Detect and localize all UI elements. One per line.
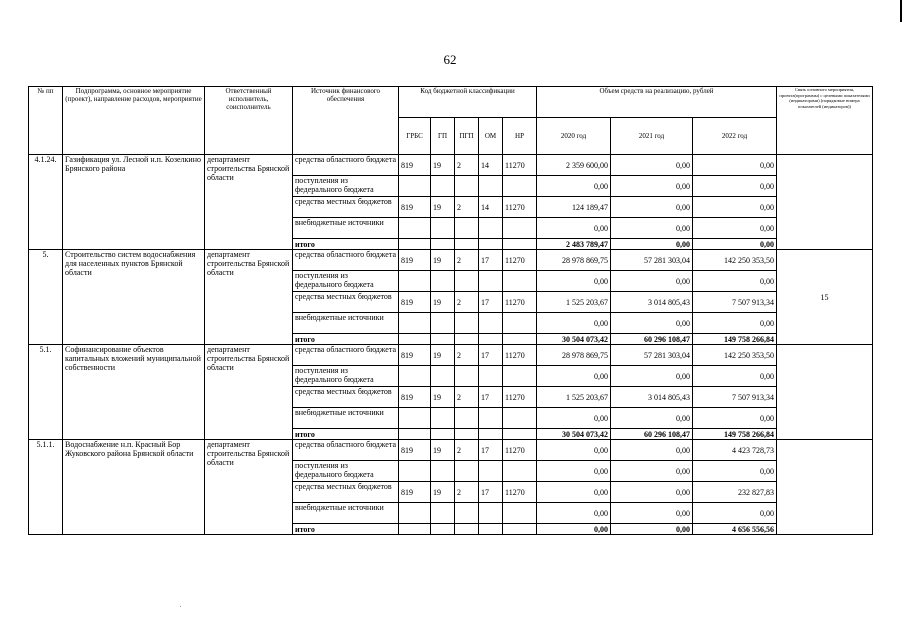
code-nr — [503, 503, 537, 524]
code-om — [479, 176, 503, 197]
code-nr — [503, 176, 537, 197]
amount-y2022: 0,00 — [693, 176, 777, 197]
item-responsible: департамент строительства Брянской области — [205, 345, 293, 440]
code-gp: 19 — [431, 440, 455, 461]
code-grbs: 819 — [399, 387, 431, 408]
source-label: поступления из федерального бюджета — [293, 176, 399, 197]
header-code-nr: НР — [503, 118, 537, 155]
code-grbs: 819 — [399, 155, 431, 176]
source-label: средства областного бюджета — [293, 345, 399, 366]
code-nr: 11270 — [503, 292, 537, 313]
amount-y2020: 0,00 — [537, 176, 611, 197]
code-grbs — [399, 524, 431, 535]
code-nr: 11270 — [503, 250, 537, 271]
amount-y2021: 60 296 108,47 — [611, 429, 693, 440]
code-gp: 19 — [431, 345, 455, 366]
header-code-om: ОМ — [479, 118, 503, 155]
code-pgp — [455, 176, 479, 197]
source-label: итого — [293, 429, 399, 440]
source-label: поступления из федерального бюджета — [293, 461, 399, 482]
amount-y2021: 0,00 — [611, 524, 693, 535]
amount-y2020: 0,00 — [537, 440, 611, 461]
code-om — [479, 524, 503, 535]
code-pgp: 2 — [455, 292, 479, 313]
amount-y2021: 0,00 — [611, 366, 693, 387]
code-nr — [503, 461, 537, 482]
amount-y2021: 0,00 — [611, 408, 693, 429]
amount-y2021: 0,00 — [611, 197, 693, 218]
code-nr — [503, 524, 537, 535]
amount-y2021: 3 014 805,43 — [611, 292, 693, 313]
amount-y2020: 1 525 203,67 — [537, 387, 611, 408]
table-row — [29, 440, 873, 461]
header-code-pgp: ПГП — [455, 118, 479, 155]
code-pgp: 2 — [455, 250, 479, 271]
code-gp: 19 — [431, 387, 455, 408]
amount-y2021: 0,00 — [611, 482, 693, 503]
code-grbs: 819 — [399, 440, 431, 461]
code-gp — [431, 334, 455, 345]
code-pgp — [455, 313, 479, 334]
table-row — [29, 155, 873, 176]
code-nr — [503, 408, 537, 429]
amount-y2022: 0,00 — [693, 197, 777, 218]
code-pgp — [455, 503, 479, 524]
code-nr — [503, 366, 537, 387]
table-row — [29, 250, 873, 271]
code-grbs: 819 — [399, 345, 431, 366]
header-responsible: Ответственный исполнитель, соисполнитель — [205, 87, 293, 155]
code-om — [479, 461, 503, 482]
amount-y2022: 7 507 913,34 — [693, 387, 777, 408]
code-pgp — [455, 218, 479, 239]
code-pgp: 2 — [455, 155, 479, 176]
code-gp — [431, 461, 455, 482]
amount-y2022: 0,00 — [693, 218, 777, 239]
amount-y2022: 0,00 — [693, 503, 777, 524]
amount-y2022: 4 423 728,73 — [693, 440, 777, 461]
item-name: Газификация ул. Лесной н.п. Козелкино Брянского района — [63, 155, 205, 250]
source-label: внебюджетные источники — [293, 218, 399, 239]
amount-y2020: 0,00 — [537, 366, 611, 387]
amount-y2022: 142 250 353,50 — [693, 345, 777, 366]
amount-y2022: 232 827,83 — [693, 482, 777, 503]
code-nr — [503, 239, 537, 250]
source-label: средства местных бюджетов — [293, 387, 399, 408]
item-indicator: 15 — [777, 250, 873, 345]
amount-y2021: 0,00 — [611, 239, 693, 250]
amount-y2020: 0,00 — [537, 313, 611, 334]
amount-y2020: 2 483 789,47 — [537, 239, 611, 250]
header-year-2022: 2022 год — [693, 118, 777, 155]
code-pgp — [455, 408, 479, 429]
item-name: Водоснабжение н.п. Красный Бор Жуковского района Брянской области — [63, 440, 205, 535]
item-number: 5.1. — [29, 345, 63, 440]
code-gp: 19 — [431, 197, 455, 218]
source-label: внебюджетные источники — [293, 408, 399, 429]
code-om — [479, 429, 503, 440]
code-nr — [503, 218, 537, 239]
header-classification: Код бюджетной классификации — [399, 87, 537, 118]
source-label: средства местных бюджетов — [293, 197, 399, 218]
code-grbs — [399, 313, 431, 334]
item-indicator — [777, 440, 873, 535]
item-name: Строительство систем водоснабжения для населенных пунктов Брянской области — [63, 250, 205, 345]
code-pgp — [455, 334, 479, 345]
code-om: 17 — [479, 440, 503, 461]
code-om: 17 — [479, 292, 503, 313]
code-grbs — [399, 334, 431, 345]
code-gp — [431, 408, 455, 429]
code-pgp — [455, 366, 479, 387]
code-pgp — [455, 461, 479, 482]
amount-y2021: 0,00 — [611, 503, 693, 524]
source-label: итого — [293, 239, 399, 250]
amount-y2021: 0,00 — [611, 176, 693, 197]
code-pgp — [455, 429, 479, 440]
amount-y2020: 124 189,47 — [537, 197, 611, 218]
amount-y2021: 0,00 — [611, 218, 693, 239]
code-pgp: 2 — [455, 440, 479, 461]
code-grbs: 819 — [399, 482, 431, 503]
amount-y2022: 0,00 — [693, 155, 777, 176]
code-pgp — [455, 239, 479, 250]
code-grbs — [399, 239, 431, 250]
source-label: внебюджетные источники — [293, 313, 399, 334]
source-label: средства областного бюджета — [293, 155, 399, 176]
table-row — [29, 345, 873, 366]
code-nr: 11270 — [503, 482, 537, 503]
code-om: 17 — [479, 250, 503, 271]
code-pgp: 2 — [455, 387, 479, 408]
code-gp — [431, 239, 455, 250]
source-label: итого — [293, 524, 399, 535]
header-year-2021: 2021 год — [611, 118, 693, 155]
item-responsible: департамент строительства Брянской области — [205, 250, 293, 345]
code-gp — [431, 313, 455, 334]
amount-y2022: 0,00 — [693, 408, 777, 429]
code-grbs — [399, 503, 431, 524]
amount-y2020: 1 525 203,67 — [537, 292, 611, 313]
amount-y2020: 28 978 869,75 — [537, 345, 611, 366]
code-gp — [431, 271, 455, 292]
code-gp — [431, 429, 455, 440]
code-grbs: 819 — [399, 292, 431, 313]
code-om — [479, 218, 503, 239]
amount-y2021: 0,00 — [611, 155, 693, 176]
code-gp — [431, 366, 455, 387]
code-nr: 11270 — [503, 155, 537, 176]
amount-y2022: 0,00 — [693, 461, 777, 482]
header-year-2020: 2020 год — [537, 118, 611, 155]
amount-y2022: 0,00 — [693, 239, 777, 250]
code-gp — [431, 176, 455, 197]
page-number: 62 — [443, 52, 457, 67]
source-label: средства областного бюджета — [293, 440, 399, 461]
code-om — [479, 313, 503, 334]
code-om: 14 — [479, 155, 503, 176]
code-nr — [503, 271, 537, 292]
code-grbs: 819 — [399, 250, 431, 271]
source-label: поступления из федерального бюджета — [293, 271, 399, 292]
amount-y2021: 57 281 303,04 — [611, 250, 693, 271]
source-label: средства областного бюджета — [293, 250, 399, 271]
amount-y2020: 0,00 — [537, 218, 611, 239]
code-grbs: 819 — [399, 197, 431, 218]
code-nr: 11270 — [503, 197, 537, 218]
item-number: 5.1.1. — [29, 440, 63, 535]
source-label: итого — [293, 334, 399, 345]
code-om: 17 — [479, 345, 503, 366]
header-code-gp: ГП — [431, 118, 455, 155]
code-om — [479, 503, 503, 524]
amount-y2020: 30 504 073,42 — [537, 429, 611, 440]
code-nr: 11270 — [503, 387, 537, 408]
header-source: Источник финансового обеспечения — [293, 87, 399, 155]
amount-y2020: 30 504 073,42 — [537, 334, 611, 345]
header-code-grbs: ГРБС — [399, 118, 431, 155]
table-body — [29, 155, 873, 535]
amount-y2022: 142 250 353,50 — [693, 250, 777, 271]
code-gp: 19 — [431, 155, 455, 176]
item-responsible: департамент строительства Брянской области — [205, 440, 293, 535]
amount-y2021: 0,00 — [611, 440, 693, 461]
amount-y2022: 0,00 — [693, 313, 777, 334]
amount-y2020: 0,00 — [537, 503, 611, 524]
code-nr — [503, 429, 537, 440]
amount-y2021: 0,00 — [611, 313, 693, 334]
amount-y2022: 149 758 266,84 — [693, 429, 777, 440]
amount-y2021: 3 014 805,43 — [611, 387, 693, 408]
code-nr — [503, 334, 537, 345]
amount-y2020: 0,00 — [537, 271, 611, 292]
amount-y2020: 28 978 869,75 — [537, 250, 611, 271]
code-nr: 11270 — [503, 345, 537, 366]
amount-y2021: 0,00 — [611, 461, 693, 482]
amount-y2022: 4 656 556,56 — [693, 524, 777, 535]
code-om — [479, 271, 503, 292]
code-om: 14 — [479, 197, 503, 218]
amount-y2022: 0,00 — [693, 366, 777, 387]
item-number: 4.1.24. — [29, 155, 63, 250]
source-label: внебюджетные источники — [293, 503, 399, 524]
budget-table — [28, 86, 873, 535]
code-gp: 19 — [431, 292, 455, 313]
page-edge-mark — [900, 0, 902, 22]
code-gp — [431, 524, 455, 535]
code-om: 17 — [479, 482, 503, 503]
amount-y2021: 0,00 — [611, 271, 693, 292]
amount-y2021: 57 281 303,04 — [611, 345, 693, 366]
code-pgp — [455, 271, 479, 292]
source-label: средства местных бюджетов — [293, 292, 399, 313]
amount-y2022: 149 758 266,84 — [693, 334, 777, 345]
code-om — [479, 366, 503, 387]
item-indicator — [777, 345, 873, 440]
code-gp — [431, 503, 455, 524]
header-no: № пп — [29, 87, 63, 155]
code-pgp: 2 — [455, 197, 479, 218]
code-pgp: 2 — [455, 482, 479, 503]
item-name: Софинансирование объектов капитальных вложений муниципальной собственности — [63, 345, 205, 440]
header-indicator-link: Связь основного мероприятия, проекта(программы) с целевыми показателями (индикаторами) (порядковые номера показателей (индикаторов)) — [777, 87, 873, 155]
code-nr — [503, 313, 537, 334]
code-grbs — [399, 271, 431, 292]
amount-y2020: 0,00 — [537, 524, 611, 535]
amount-y2020: 0,00 — [537, 408, 611, 429]
code-gp: 19 — [431, 482, 455, 503]
code-grbs — [399, 176, 431, 197]
amount-y2020: 2 359 600,00 — [537, 155, 611, 176]
amount-y2020: 0,00 — [537, 461, 611, 482]
code-nr: 11270 — [503, 440, 537, 461]
amount-y2022: 7 507 913,34 — [693, 292, 777, 313]
header-volume: Объем средств на реализацию, рублей — [537, 87, 777, 118]
amount-y2020: 0,00 — [537, 482, 611, 503]
item-responsible: департамент строительства Брянской области — [205, 155, 293, 250]
item-indicator — [777, 155, 873, 250]
code-pgp: 2 — [455, 345, 479, 366]
source-label: средства местных бюджетов — [293, 482, 399, 503]
amount-y2021: 60 296 108,47 — [611, 334, 693, 345]
scan-dot — [180, 606, 181, 607]
header-subprogram: Подпрограмма, основное мероприятие (проект), направление расходов, мероприятие — [63, 87, 205, 155]
code-gp: 19 — [431, 250, 455, 271]
code-om — [479, 408, 503, 429]
code-om: 17 — [479, 387, 503, 408]
code-grbs — [399, 461, 431, 482]
code-grbs — [399, 366, 431, 387]
code-om — [479, 334, 503, 345]
code-grbs — [399, 218, 431, 239]
code-om — [479, 239, 503, 250]
code-grbs — [399, 408, 431, 429]
amount-y2022: 0,00 — [693, 271, 777, 292]
code-pgp — [455, 524, 479, 535]
source-label: поступления из федерального бюджета — [293, 366, 399, 387]
code-gp — [431, 218, 455, 239]
code-grbs — [399, 429, 431, 440]
item-number: 5. — [29, 250, 63, 345]
